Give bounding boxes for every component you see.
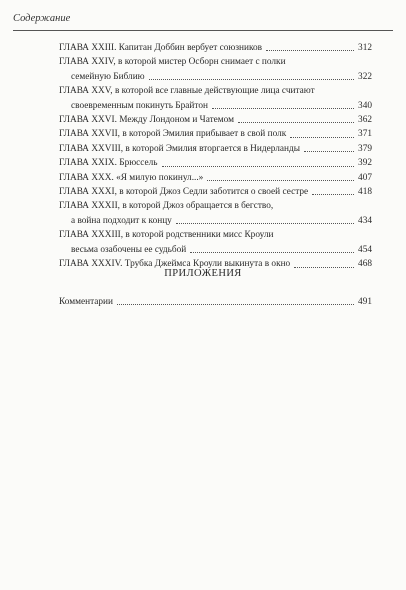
toc-entry-page: 407 [358,172,372,183]
toc-entry [59,113,372,127]
toc-entry-title: Комментарии [59,297,113,307]
toc-entry-title: ГЛАВА XXIX. Брюссель [59,158,158,169]
toc-entry [59,156,372,170]
toc-entry [59,199,372,228]
toc-entry-title: ГЛАВА XXXI, в которой Джоз Седли заботится о своей сестре [59,187,309,198]
toc-entry [59,228,372,257]
toc-entry-title-cont: семейную Библию [71,71,145,82]
toc-entry [59,84,372,113]
toc-entry-title: ГЛАВА XXXIV. Трубка Джеймса Кроули выкинута в окно [59,259,291,270]
toc-entry [59,171,372,185]
toc-entry [59,142,372,156]
toc-entry-page: 340 [358,100,372,111]
dot-leader [290,137,354,138]
dot-leader [190,252,354,253]
toc-entry-page: 392 [358,158,372,169]
toc-entry-title: ГЛАВА XXXII, в которой Джоз обращается в бегство, [59,201,274,212]
toc-entry-title-cont: своевременным покинуть Брайтон [71,100,208,111]
toc-entry-title: ГЛАВА XXVIII, в которой Эмилия вторгается в Нидерланды [59,143,300,154]
toc-entry-page: 491 [358,297,372,307]
toc-entry-page: 379 [358,143,372,154]
toc-entry-title: ГЛАВА XXIV, в которой мистер Осборн снимает с полки [59,57,286,68]
dot-leader [117,304,354,305]
dot-leader [312,194,354,195]
toc-entry-page: 454 [358,244,372,255]
toc-entry-title: ГЛАВА XXXIII, в которой родственники мисс Кроули [59,230,274,241]
toc-entry-page: 322 [358,71,372,82]
toc-entry-title-cont: а война подходит к концу [71,215,172,226]
appendix-list [59,295,372,309]
toc-entry-title-cont: весьма озабочены ее судьбой [71,244,187,255]
toc-entry-page: 418 [358,187,372,198]
toc-entry-title: ГЛАВА XXX. «Я милую покинул...» [59,172,204,183]
dot-leader [207,180,354,181]
toc-entry [59,55,372,84]
dot-leader [266,50,354,51]
toc-entry-page: 362 [358,115,372,126]
toc-entry-title: ГЛАВА XXIII. Капитан Доббин вербует союзников [59,43,263,53]
toc-entry [59,41,372,55]
toc-entry [59,127,372,141]
toc-entry-page: 434 [358,215,372,226]
running-head: Содержание [13,13,71,24]
dot-leader [238,122,354,123]
dot-leader [212,108,354,109]
appendix-heading: ПРИЛОЖЕНИЯ [164,268,242,279]
header-rule [13,30,393,31]
table-of-contents [59,41,372,272]
dot-leader [162,166,355,167]
toc-entry-page: 468 [358,259,372,270]
dot-leader [149,79,354,80]
toc-entry-page: 371 [358,129,372,140]
toc-entry-title: ГЛАВА XXVII, в которой Эмилия прибывает в свой полк [59,129,287,140]
dot-leader [176,223,354,224]
toc-entry-title: ГЛАВА XXV, в которой все главные действующие лица считают [59,86,315,97]
toc-entry [59,185,372,199]
toc-entry [59,295,372,309]
dot-leader [304,151,354,152]
toc-entry-title: ГЛАВА XXVI. Между Лондоном и Чатемом [59,115,235,126]
toc-entry-page: 312 [358,43,372,53]
